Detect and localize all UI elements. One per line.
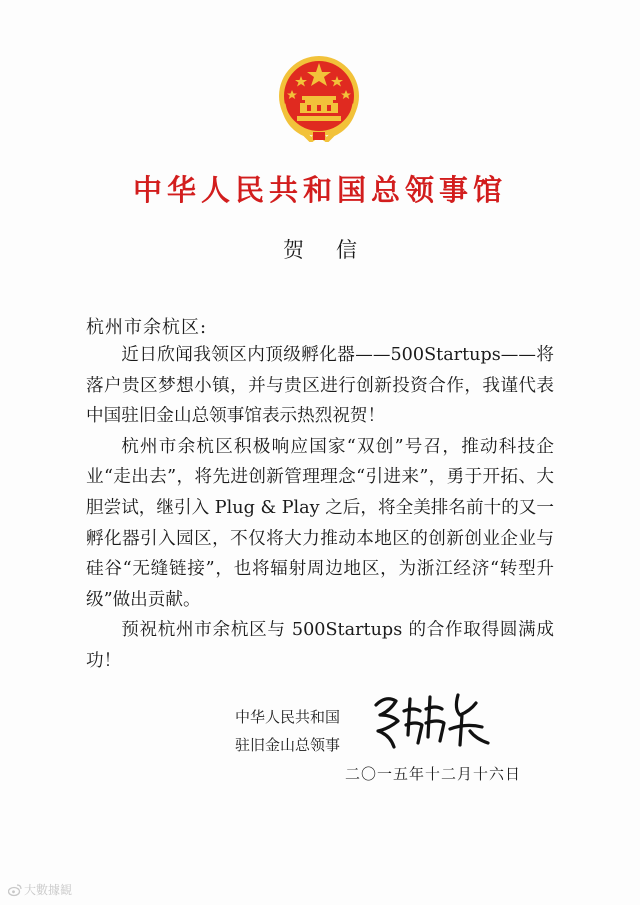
signature-block — [235, 703, 340, 759]
watermark-text: 大數據観 — [24, 883, 73, 897]
paragraph: 杭州市余杭区积极响应国家“双创”号召，推动科技企业“走出去”，将先进创新管理理念“引进来”，勇于开拓、大胆尝试，继引入 Plug & Play 之后，将全美排名前十的又一孵化器引入园区，不仅将大力推动本地区的创新创业企业与硅谷“无缝链接”，也将辐射周边地区，为浙江经济“转型升级”做出贡献。 — [86, 436, 554, 610]
national-emblem-icon — [277, 54, 361, 142]
organization-title: 中华人民共和国总领事馆 — [132, 173, 507, 207]
paragraph: 预祝杭州市余杭区与 500Startups 的合作取得圆满成功！ — [86, 620, 554, 671]
watermark — [8, 881, 72, 898]
letter-body — [86, 340, 554, 677]
handwritten-signature-icon — [370, 685, 500, 755]
letter-title: 贺信 — [283, 238, 389, 262]
signer-line-1: 中华人民共和国 — [235, 708, 341, 726]
paragraph: 近日欣闻我领区内顶级孵化器——500Startups——将落户贵区梦想小镇，并与贵区进行创新投资合作，我谨代表中国驻旧金山总领事馆表示热烈祝贺！ — [86, 345, 554, 427]
weibo-logo-icon — [8, 883, 22, 897]
salutation: 杭州市余杭区: — [86, 317, 208, 338]
signer-line-2: 驻旧金山总领事 — [235, 736, 341, 754]
letter-date: 二〇一五年十二月十六日 — [345, 765, 522, 783]
